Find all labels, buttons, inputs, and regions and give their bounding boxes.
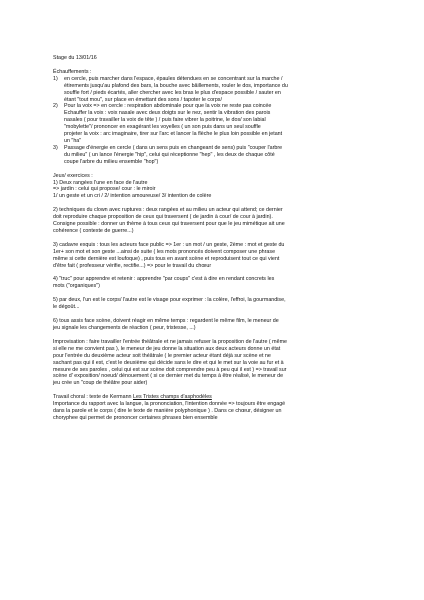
play-title: Les Tristes champs d'asphodèles xyxy=(133,394,212,401)
text-line: 6) tous assis face scène, doivent réagir en même temps : regardent le même film, le meneur de xyxy=(53,318,279,325)
text-line: dans la parole et le corps ( dire le texte de manière polyphonique ) . Dans ce chœur, désigner un xyxy=(53,408,282,415)
text-line: en cercle, puis marcher dans l'espace, épaules détendues en se concentrant sur la marche / xyxy=(64,75,283,82)
text-line: 3) cadavre exquis : tous les acteurs face public => 1er : un mot / un geste, 2ème : mot et geste du xyxy=(53,241,285,248)
text-line: le dégoût... xyxy=(53,304,80,311)
choral-heading-line xyxy=(53,394,388,401)
text-line: 1) Deux rangées l'une en face de l'autre xyxy=(53,179,148,186)
text-line: Pour la voix => en cercle : respiration abdominale pour que la voix ne reste pas coincée xyxy=(64,103,272,110)
exercise-clown xyxy=(53,207,388,235)
choral-prefix: Travail choral : texte de Kermann xyxy=(53,394,133,401)
text-line: mots ("organiques") xyxy=(53,283,100,290)
text-line: Consigne possible : donner un thème à tous ceux qui traversent pour que le jeu mimétique ait une xyxy=(53,221,285,228)
item-number: 2) xyxy=(53,103,58,110)
text-line: choryphee qui permet de prononcer certaines phrases bien ensemble xyxy=(53,414,218,421)
text-line: pour l'entrée du deuxième acteur soit théâtrale ( le premier acteur étant déjà sur scène et ne xyxy=(53,352,271,359)
improvisation-paragraph xyxy=(53,339,388,387)
text-line: Importance du rapport avec la langue, la prononciation, l'intention donnée => toujours être engagé xyxy=(53,401,286,408)
jeux-intro xyxy=(53,180,388,201)
text-line: scène d' exposition/ noeud/ dénouement ( si ce dernier met du temps à être réalisé, le meneur de xyxy=(53,373,284,380)
text-line: coupe l'arbre du milieu ensemble "hop") xyxy=(64,158,159,165)
exercise-face-scene xyxy=(53,318,388,332)
text-line: 4) "truc" pour apprendre et retenir : apprendre "par coups" c'est à dire en rendant concrets les xyxy=(53,276,275,283)
text-line: 1er+ son mot et son geste ...ainsi de suite ( les mots prononcés doivent composer une phrase xyxy=(53,248,276,255)
travail-choral-paragraph xyxy=(53,394,388,422)
text-line: jeu crée un "coup de théâtre pour aider) xyxy=(53,380,148,387)
text-line: 1/ un geste et un cri / 2/ intention amoureuse/ 3/ intention de colère xyxy=(53,193,212,200)
text-line: nasales ( pour travailler la voix de tête ) / puis faire vibrer la poitrine, le dos/ son labial xyxy=(64,117,266,124)
echauffements-list xyxy=(53,76,388,166)
echauffement-item-1 xyxy=(53,76,388,104)
exercise-cadavre-exquis xyxy=(53,242,388,270)
text-line: Improvisation : faire travailler l'entrée théâtrale et ne jamais refuser la proposition de l'autre ( même xyxy=(53,338,288,345)
text-line: souffle fort / pieds écartés, aller chercher avec les bras le plus d'espace possible / sauter en xyxy=(64,89,281,96)
exercise-truc xyxy=(53,276,388,290)
text-line: Echauffer la voix : voix nasale avec deux doigts sur le nez, sentir la vibration des parois xyxy=(64,110,271,117)
text-line: étirements jusqu'au plafond des bars, la bouche avec bâillements, rouler le dos, importance du xyxy=(64,82,288,89)
text-line: si elle ne me convient pas ), le meneur de jeu donne la situation aux deux acteurs donne un état xyxy=(53,345,281,352)
text-line: projeter la voix : arc imaginaire, tirer sur l'arc et lancer la flèche le plus loin possible en jetant xyxy=(64,131,283,138)
text-line: sachant pas qui il est, c'est le deuxième qui décide sans le dire et qui le met sur la voie au fur et à xyxy=(53,359,284,366)
document-title: Stage du 13/01/16 xyxy=(53,55,97,61)
text-line: un "ha" xyxy=(64,137,82,144)
text-line: même si cette dernière est loufoque) , puis tous en avant scène et reproduisent tout ce qui vient xyxy=(53,255,280,262)
jeux-heading: Jeux/ exercices : xyxy=(53,172,93,179)
text-line: 2) techniques du clown avec ruptures : deux rangées et au milieu un acteur qui attend; ce dernier xyxy=(53,207,283,214)
text-line: Passage d'énergie en cercle ( dans un sens puis en changeant de sens) puis "couper l'arbre xyxy=(64,144,283,151)
text-line: d'être fait ( professeur vérifie, rectifie...) => pour le travail du chœur xyxy=(53,262,212,269)
text-line: mesure de ses paroles , celui qui est sur scène doit comprendre peu à peu qui il est ) => travail sur xyxy=(53,366,287,373)
text-line: cohérence ( contexte de guerre...) xyxy=(53,227,134,234)
echauffement-item-2 xyxy=(53,103,388,144)
text-line: => jardin : celui qui propose/ cour : le miroir xyxy=(53,186,156,193)
echauffements-heading: Échauffements : xyxy=(53,68,92,75)
exercise-par-deux xyxy=(53,297,388,311)
text-line: "mobylette"/ prononcer en exagérant les voyelles ( un son puis dans un seul souffle xyxy=(64,124,261,131)
text-line: doit reproduire chaque proposition de ceux qui traversent ( de jardin à cour/ de cour à jardin). xyxy=(53,214,273,221)
text-line: du milieu" ( un lance l'énergie "hip", celui qui réceptionne "hep" , les deux de chaque côté xyxy=(64,151,275,158)
text-line: jeu signale les changements de réaction ( peur, tristesse, ...) xyxy=(53,325,196,331)
text-line: 5) par deux, l'un est le corps/ l'autre est le visage pour exprimer : la colère, l'effroi, la gourmandise, xyxy=(53,297,286,304)
echauffement-item-3 xyxy=(53,145,388,166)
item-number: 1) xyxy=(53,75,58,82)
item-number: 3) xyxy=(53,144,58,151)
text-line: étant "tout mou", sur place en émettant des sons / tapoter le corps/ xyxy=(64,96,222,103)
